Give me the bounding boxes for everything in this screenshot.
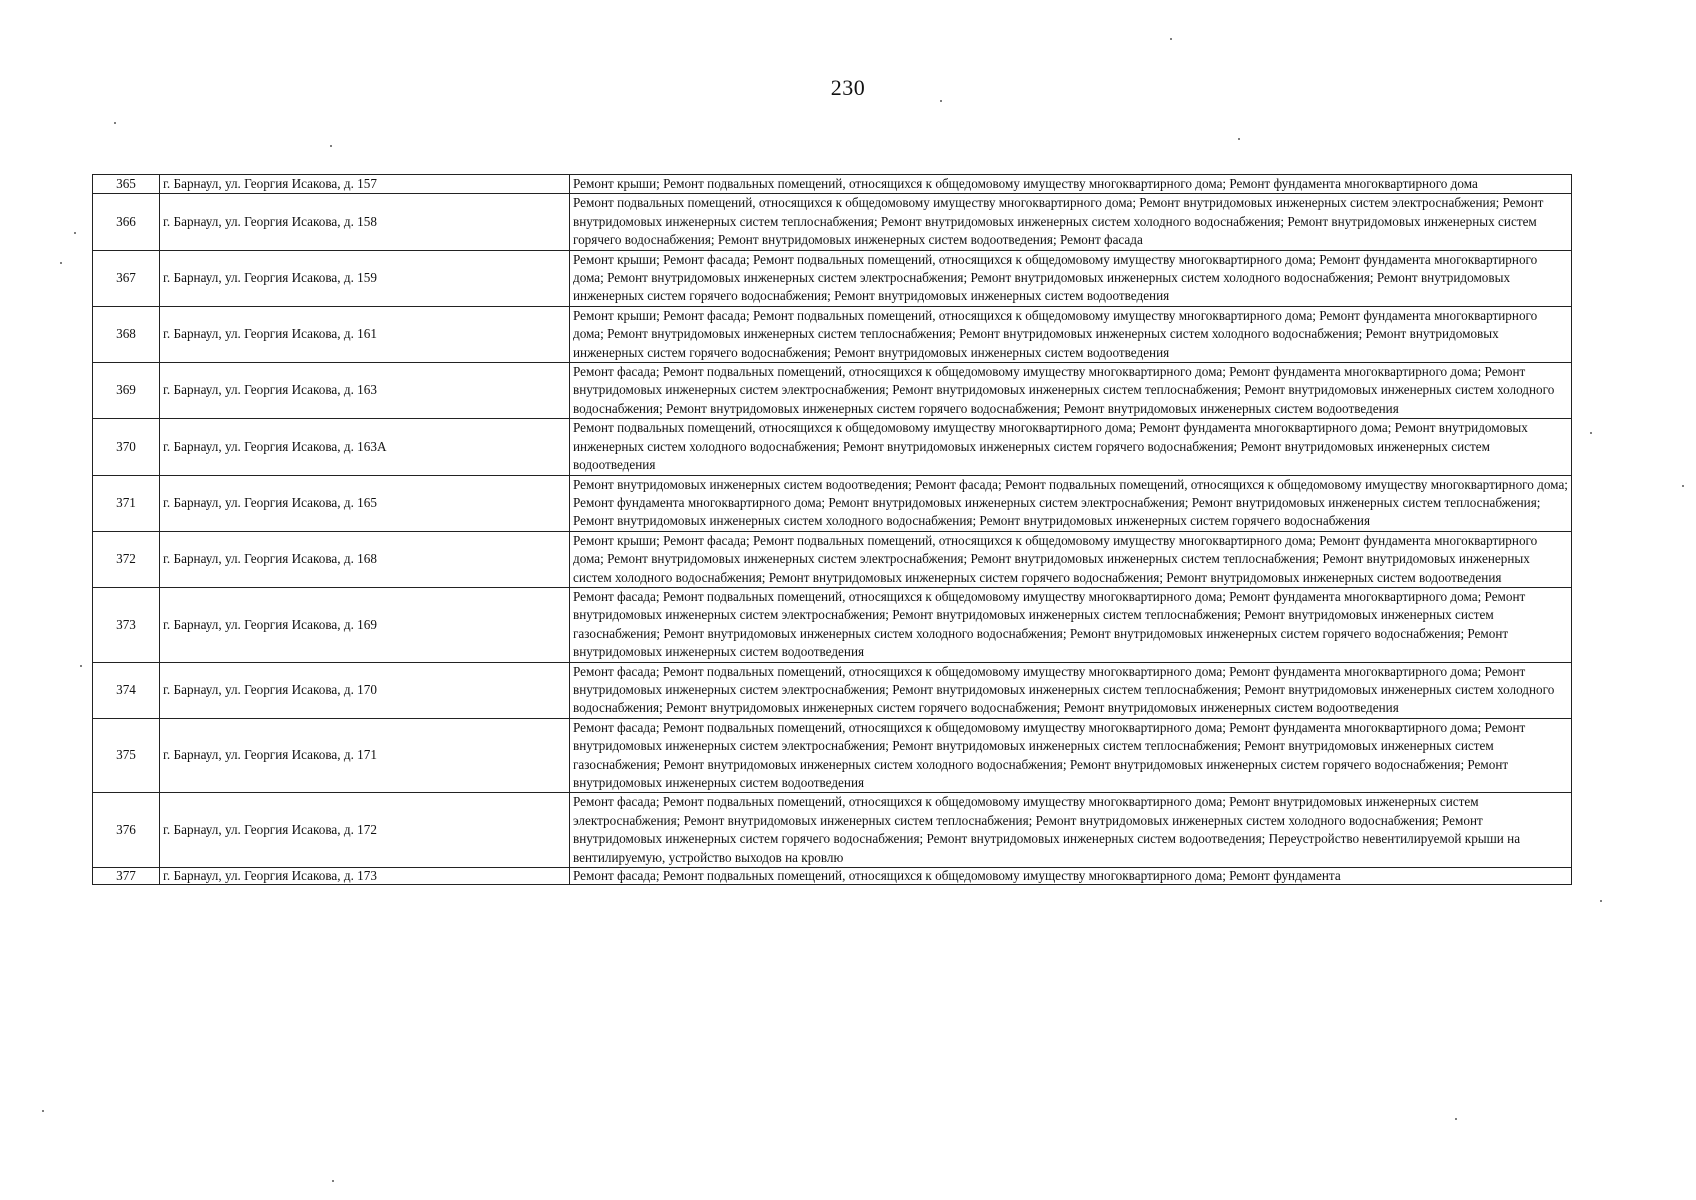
address-cell: г. Барнаул, ул. Георгия Исакова, д. 157	[160, 175, 570, 194]
scan-speck	[940, 100, 942, 102]
row-number-cell: 375	[93, 718, 160, 793]
table-row	[93, 363, 1572, 419]
row-number-cell: 374	[93, 662, 160, 718]
works-cell: Ремонт фасада; Ремонт подвальных помещений, относящихся к общедомовому имуществу многоквартирного дома; Ремонт фундамента	[570, 868, 1572, 885]
address-cell: г. Барнаул, ул. Георгия Исакова, д. 161	[160, 306, 570, 362]
works-table	[92, 174, 1572, 885]
row-number-cell: 366	[93, 194, 160, 250]
works-cell: Ремонт подвальных помещений, относящихся к общедомовому имуществу многоквартирного дома; Ремонт внутридомовых инженерных систем электроснабжения; Ремонт внутридомовых инженерных систем теплоснабжения; Ремонт внутридомовых инженерных систем холодного водоснабжения; Ремонт внутридомовых инженерных систем горячего водоснабжения; Ремонт внутридомовых инженерных систем водоотведения; Ремонт фасада	[570, 194, 1572, 250]
works-cell: Ремонт крыши; Ремонт фасада; Ремонт подвальных помещений, относящихся к общедомовому имуществу многоквартирного дома; Ремонт фундамента многоквартирного дома; Ремонт внутридомовых инженерных систем электроснабжения; Ремонт внутридомовых инженерных систем холодного водоснабжения; Ремонт внутридомовых инженерных систем горячего водоснабжения; Ремонт внутридомовых инженерных систем водоотведения	[570, 250, 1572, 306]
address-cell: г. Барнаул, ул. Георгия Исакова, д. 163	[160, 363, 570, 419]
row-number-cell: 373	[93, 587, 160, 662]
address-cell: г. Барнаул, ул. Георгия Исакова, д. 171	[160, 718, 570, 793]
row-number-cell: 369	[93, 363, 160, 419]
table-row	[93, 250, 1572, 306]
address-cell: г. Барнаул, ул. Георгия Исакова, д. 163А	[160, 419, 570, 475]
works-cell: Ремонт фасада; Ремонт подвальных помещений, относящихся к общедомовому имуществу многоквартирного дома; Ремонт фундамента многоквартирного дома; Ремонт внутридомовых инженерных систем электроснабжения; Ремонт внутридомовых инженерных систем теплоснабжения; Ремонт внутридомовых инженерных систем холодного водоснабжения; Ремонт внутридомовых инженерных систем горячего водоснабжения; Ремонт внутридомовых инженерных систем водоотведения	[570, 363, 1572, 419]
scan-speck	[114, 122, 116, 124]
row-number-cell: 371	[93, 475, 160, 531]
address-cell: г. Барнаул, ул. Георгия Исакова, д. 159	[160, 250, 570, 306]
row-number-cell: 367	[93, 250, 160, 306]
address-cell: г. Барнаул, ул. Георгия Исакова, д. 165	[160, 475, 570, 531]
scan-speck	[332, 1180, 334, 1182]
works-cell: Ремонт фасада; Ремонт подвальных помещений, относящихся к общедомовому имуществу многоквартирного дома; Ремонт фундамента многоквартирного дома; Ремонт внутридомовых инженерных систем электроснабжения; Ремонт внутридомовых инженерных систем теплоснабжения; Ремонт внутридомовых инженерных систем газоснабжения; Ремонт внутридомовых инженерных систем холодного водоснабжения; Ремонт внутридомовых инженерных систем горячего водоснабжения; Ремонт внутридомовых инженерных систем водоотведения	[570, 587, 1572, 662]
address-cell: г. Барнаул, ул. Георгия Исакова, д. 168	[160, 531, 570, 587]
scan-speck	[1600, 900, 1602, 902]
row-number-cell: 370	[93, 419, 160, 475]
scan-speck	[1590, 432, 1592, 434]
scan-speck	[1455, 1118, 1457, 1120]
table-row	[93, 419, 1572, 475]
works-cell: Ремонт крыши; Ремонт подвальных помещений, относящихся к общедомовому имуществу многоквартирного дома; Ремонт фундамента многоквартирного дома	[570, 175, 1572, 194]
works-cell: Ремонт фасада; Ремонт подвальных помещений, относящихся к общедомовому имуществу многоквартирного дома; Ремонт фундамента многоквартирного дома; Ремонт внутридомовых инженерных систем электроснабжения; Ремонт внутридомовых инженерных систем теплоснабжения; Ремонт внутридомовых инженерных систем газоснабжения; Ремонт внутридомовых инженерных систем холодного водоснабжения; Ремонт внутридомовых инженерных систем горячего водоснабжения; Ремонт внутридомовых инженерных систем водоотведения	[570, 718, 1572, 793]
works-table-container	[92, 174, 1566, 885]
row-number-cell: 368	[93, 306, 160, 362]
table-row	[93, 194, 1572, 250]
address-cell: г. Барнаул, ул. Георгия Исакова, д. 173	[160, 868, 570, 885]
works-cell: Ремонт фасада; Ремонт подвальных помещений, относящихся к общедомовому имуществу многоквартирного дома; Ремонт внутридомовых инженерных систем электроснабжения; Ремонт внутридомовых инженерных систем теплоснабжения; Ремонт внутридомовых инженерных систем холодного водоснабжения; Ремонт внутридомовых инженерных систем горячего водоснабжения; Ремонт внутридомовых инженерных систем водоотведения; Переустройство невентилируемой крыши на вентилируемую, устройство выходов на кровлю	[570, 793, 1572, 868]
table-row	[93, 175, 1572, 194]
table-row	[93, 475, 1572, 531]
address-cell: г. Барнаул, ул. Георгия Исакова, д. 158	[160, 194, 570, 250]
table-row	[93, 868, 1572, 885]
works-cell: Ремонт фасада; Ремонт подвальных помещений, относящихся к общедомовому имуществу многоквартирного дома; Ремонт фундамента многоквартирного дома; Ремонт внутридомовых инженерных систем электроснабжения; Ремонт внутридомовых инженерных систем теплоснабжения; Ремонт внутридомовых инженерных систем холодного водоснабжения; Ремонт внутридомовых инженерных систем горячего водоснабжения; Ремонт внутридомовых инженерных систем водоотведения	[570, 662, 1572, 718]
row-number-cell: 372	[93, 531, 160, 587]
row-number-cell: 365	[93, 175, 160, 194]
scan-speck	[1238, 138, 1240, 140]
table-row	[93, 531, 1572, 587]
table-row	[93, 662, 1572, 718]
table-row	[93, 306, 1572, 362]
works-cell: Ремонт подвальных помещений, относящихся к общедомовому имуществу многоквартирного дома; Ремонт фундамента многоквартирного дома; Ремонт внутридомовых инженерных систем холодного водоснабжения; Ремонт внутридомовых инженерных систем горячего водоснабжения; Ремонт внутридомовых инженерных систем водоотведения	[570, 419, 1572, 475]
works-cell: Ремонт крыши; Ремонт фасада; Ремонт подвальных помещений, относящихся к общедомовому имуществу многоквартирного дома; Ремонт фундамента многоквартирного дома; Ремонт внутридомовых инженерных систем теплоснабжения; Ремонт внутридомовых инженерных систем холодного водоснабжения; Ремонт внутридомовых инженерных систем горячего водоснабжения; Ремонт внутридомовых инженерных систем водоотведения	[570, 306, 1572, 362]
table-row	[93, 793, 1572, 868]
table-body	[93, 175, 1572, 885]
scan-speck	[74, 232, 76, 234]
table-row	[93, 587, 1572, 662]
scan-speck	[1682, 485, 1684, 487]
scan-speck	[1170, 38, 1172, 40]
scan-speck	[80, 665, 82, 667]
address-cell: г. Барнаул, ул. Георгия Исакова, д. 169	[160, 587, 570, 662]
address-cell: г. Барнаул, ул. Георгия Исакова, д. 172	[160, 793, 570, 868]
row-number-cell: 376	[93, 793, 160, 868]
works-cell: Ремонт внутридомовых инженерных систем водоотведения; Ремонт фасада; Ремонт подвальных помещений, относящихся к общедомовому имуществу многоквартирного дома; Ремонт фундамента многоквартирного дома; Ремонт внутридомовых инженерных систем электроснабжения; Ремонт внутридомовых инженерных систем теплоснабжения; Ремонт внутридомовых инженерных систем холодного водоснабжения; Ремонт внутридомовых инженерных систем горячего водоснабжения	[570, 475, 1572, 531]
row-number-cell: 377	[93, 868, 160, 885]
scan-speck	[60, 262, 62, 264]
scan-speck	[330, 145, 332, 147]
address-cell: г. Барнаул, ул. Георгия Исакова, д. 170	[160, 662, 570, 718]
scan-speck	[42, 1110, 44, 1112]
table-row	[93, 718, 1572, 793]
page-number: 230	[830, 75, 866, 100]
works-cell: Ремонт крыши; Ремонт фасада; Ремонт подвальных помещений, относящихся к общедомовому имуществу многоквартирного дома; Ремонт фундамента многоквартирного дома; Ремонт внутридомовых инженерных систем электроснабжения; Ремонт внутридомовых инженерных систем теплоснабжения; Ремонт внутридомовых инженерных систем холодного водоснабжения; Ремонт внутридомовых инженерных систем горячего водоснабжения; Ремонт внутридомовых инженерных систем водоотведения	[570, 531, 1572, 587]
